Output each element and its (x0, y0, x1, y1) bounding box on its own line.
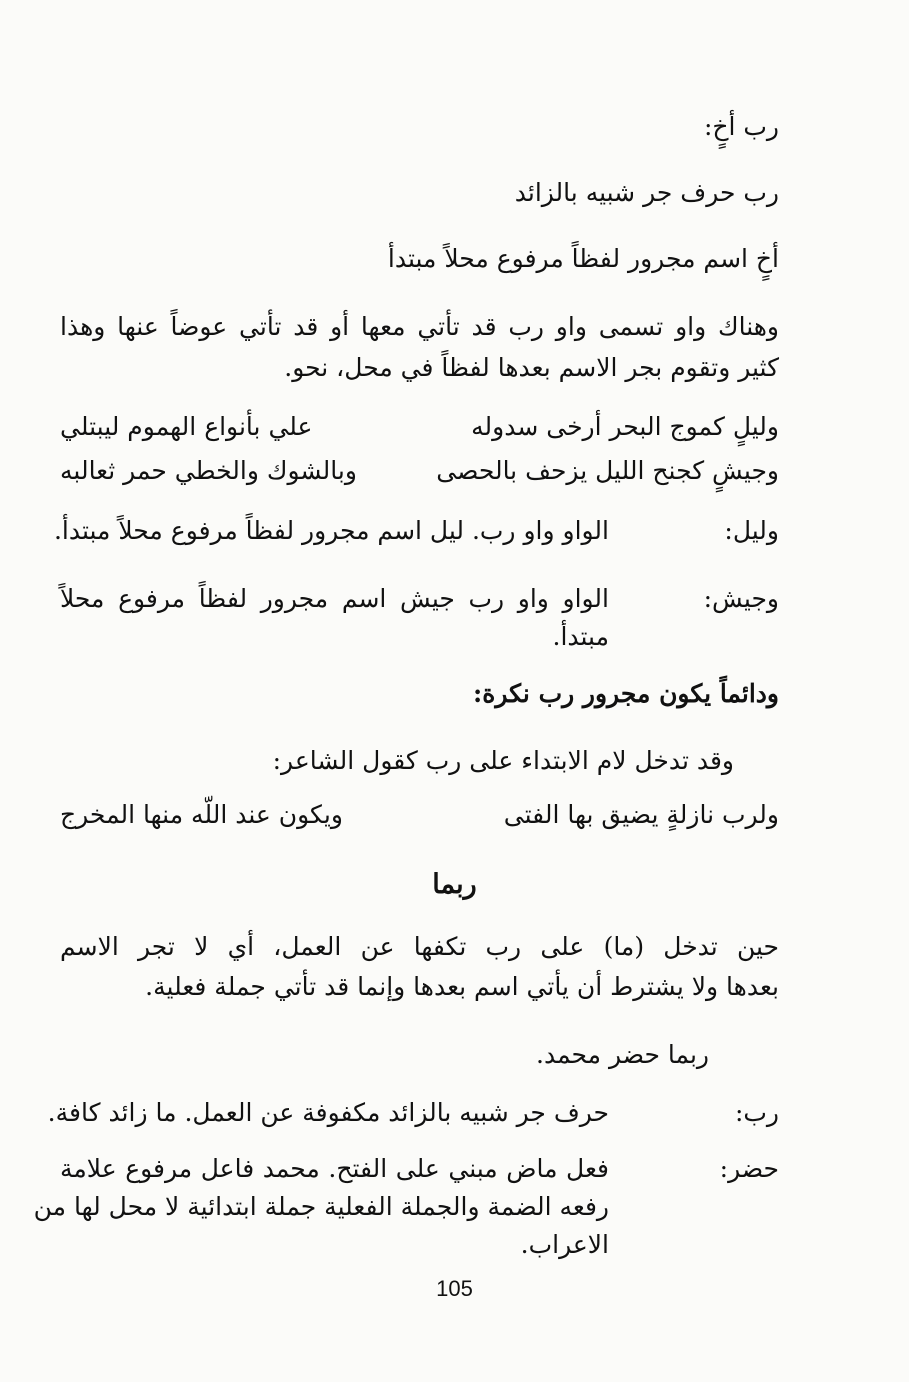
text-line-rubba-akh: رب أخٍ: (703, 112, 779, 141)
analysis-label-hadara: حضر: (719, 1154, 779, 1183)
example-sentence: ربما حضر محمد. (536, 1040, 709, 1069)
verse3-right-hemistich: ولرب نازلةٍ يضيق بها الفتى (503, 800, 779, 829)
verse1-left-hemistich: علي بأنواع الهموم ليبتلي (60, 412, 313, 441)
text-line-akh-parse: أخٍ اسم مجرور لفظاً مرفوع محلاً مبتدأ (387, 244, 779, 273)
rule-majrur-nakira: ودائماً يكون مجرور رب نكرة: (473, 679, 779, 708)
paragraph-rubbama-line2: بعدها ولا يشترط أن يأتي اسم بعدها وإنما قد تأتي جملة فعلية. (145, 972, 779, 1001)
verse1-right-hemistich: وليلٍ كموج البحر أرخى سدوله (471, 412, 779, 441)
analysis-value-hadara-line2: رفعه الضمة والجملة الفعلية جملة ابتدائية لا محل لها من (33, 1192, 609, 1221)
paragraph-lam-ibtida: وقد تدخل لام الابتداء على رب كقول الشاعر: (272, 746, 734, 775)
verse2-left-hemistich: وبالشوك والخطي حمر ثعالبه (60, 456, 357, 485)
paragraph-waw-rubba-line2: كثير وتقوم بجر الاسم بعدها لفظاً في محل، نحو. (284, 353, 779, 382)
analysis-value-jaysh-line1: الواو واو رب جيش اسم مجرور لفظاً مرفوع محلاً (60, 584, 609, 613)
text-line-rubba-particle: رب حرف جر شبيه بالزائد (514, 178, 779, 207)
analysis-value-jaysh-line2: مبتدأ. (552, 622, 609, 651)
analysis-value-layl: الواو واو رب. ليل اسم مجرور لفظاً مرفوع محلاً مبتدأ. (53, 516, 609, 545)
analysis-value-hadara-line1: فعل ماض مبني على الفتح. محمد فاعل مرفوع علامة (60, 1154, 609, 1183)
analysis-label-jaysh: وجيش: (703, 584, 779, 613)
section-heading-rubbama: ربما (432, 869, 477, 900)
analysis-value-rubba: حرف جر شبيه بالزائد مكفوفة عن العمل. ما زائد كافة. (47, 1098, 609, 1127)
analysis-label-layl: وليل: (724, 516, 779, 545)
paragraph-waw-rubba-line1: وهناك واو تسمى واو رب قد تأتي معها أو قد تأتي عوضاً عنها وهذا (60, 312, 779, 341)
verse3-left-hemistich: ويكون عند اللّه منها المخرج (60, 800, 343, 829)
verse2-right-hemistich: وجيشٍ كجنح الليل يزحف بالحصى (436, 456, 779, 485)
paragraph-rubbama-line1: حين تدخل (ما) على رب تكفها عن العمل، أي لا تجر الاسم (60, 932, 779, 961)
analysis-value-hadara-line3: الاعراب. (520, 1230, 609, 1259)
analysis-label-rubba: رب: (734, 1098, 779, 1127)
page-number: 105 (436, 1276, 473, 1301)
